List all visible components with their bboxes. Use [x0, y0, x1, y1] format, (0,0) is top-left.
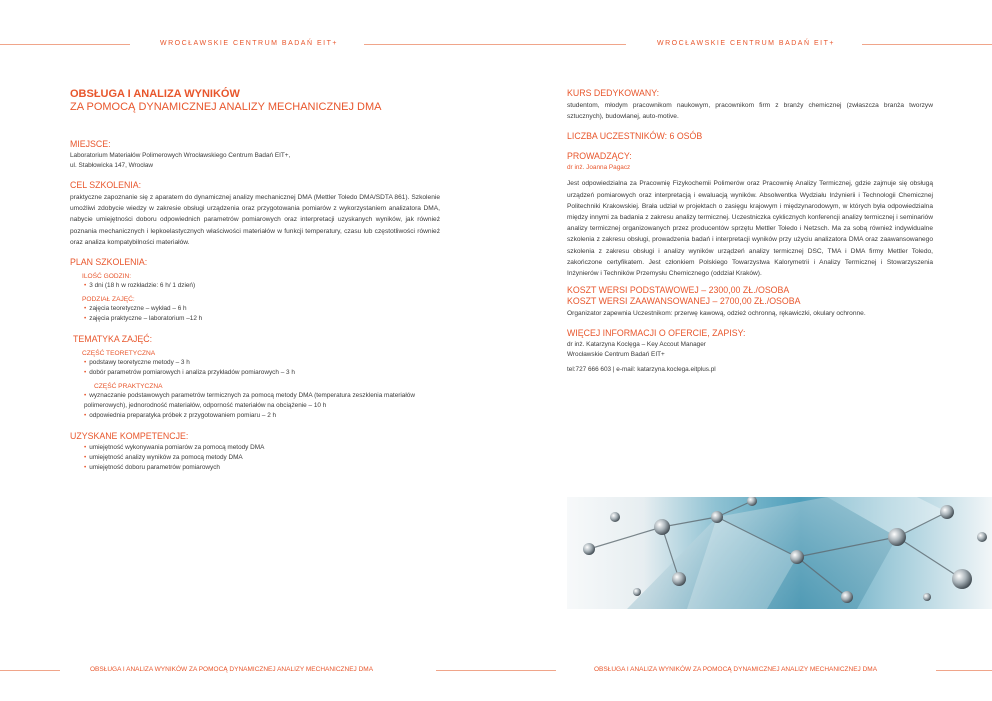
list-item: • zajęcia teoretyczne – wykład – 6 h — [84, 304, 440, 314]
miejsce-line1: Laboratorium Materiałów Polimerowych Wrocławskiego Centrum Badań EIT+, — [70, 152, 291, 159]
practice-list — [70, 391, 440, 422]
plan-split-list — [84, 304, 440, 324]
instructor-name: dr inż. Joanna Pagacz — [567, 164, 631, 172]
footer-text: OBSŁUGA I ANALIZA WYNIKÓW ZA POMOCĄ DYNAMICZNEJ ANALIZY MECHANICZNEJ DMA — [594, 666, 878, 673]
footer-rule-right — [936, 670, 992, 671]
heading-plan: PLAN SZKOLENIA: — [70, 257, 148, 268]
page-title: OBSŁUGA I ANALIZA WYNIKÓW — [70, 88, 240, 100]
instructor-bio: Jest odpowiedzialna za Pracownię Fizykochemii Polimerów oraz Pracownię Analizy Termicznej, gdzie zajmuje się obsługą urządzeń pomiarowych oraz interpretacją i ewaluacją wyników. Absolwentka Wydziału Inżynierii i Technologii Chemicznej Politechniki Krakowskiej. Brała udział w projektach o zasięgu krajowym i międzynarodowym, w których była odpowiedzialna między innymi za badania z zakresu analizy termicznej. Uczestniczka cyklicznych konferencji analizy termicznej i seminariów analizy termicznej organizowanych przez producentów sprzętu Mettler Toledo i Netzsch. Ma za sobą również indywidualne szkolenia z zakresu obsługi, prowadzenia badań i interpretacji wyników przy użyciu analizatora DMA oraz zaawansowanego szkolenia z zakresu obsługi i analizy wyników urządzeń analizy termicznej DSC, TMA i DMA firmy Mettler Toledo, zakończone certyfikatem. Jest członkiem Polskiego Towarzystwa Kalorymetrii i Analizy Termicznej i Stowarzyszenia Inżynierów i Techników Przemysłu Chemicznego (oddział Kraków). — [567, 180, 933, 278]
theory-heading: CZĘŚĆ TEORETYCZNA — [82, 349, 156, 357]
right-content — [567, 88, 933, 375]
footer-rule-left — [496, 670, 556, 671]
footer-rule-right — [436, 670, 496, 671]
footer-text: OBSŁUGA I ANALIZA WYNIKÓW ZA POMOCĄ DYNAMICZNEJ ANALIZY MECHANICZNEJ DMA — [90, 666, 374, 673]
plan-hours-list — [84, 281, 440, 291]
price-basic: KOSZT WERSI PODSTAWOWEJ – 2300,00 ZŁ./OSOBA — [567, 285, 790, 296]
practice-heading: CZĘŚĆ PRAKTYCZNA — [94, 383, 163, 391]
price-note: Organizator zapewnia Uczestnikom: przerwę kawową, odzież ochronną, rękawiczki, okulary ochronne. — [567, 310, 866, 318]
contact-line3: tel:727 666 603 | e-mail: katarzyna.koclega.eitplus.pl — [567, 366, 716, 374]
heading-liczba: LICZBA UCZESTNIKÓW: 6 OSÓB — [567, 131, 703, 142]
list-item: • odpowiednia preparatyka próbek z przygotowaniem pomiaru – 2 h — [84, 411, 440, 421]
list-item: • umiejętność doboru parametrów pomiarowych — [84, 463, 440, 473]
list-item: • zajęcia praktyczne – laboratorium –12 h — [84, 314, 440, 324]
heading-miejsce: MIEJSCE: — [70, 139, 111, 149]
contact-line2: Wrocławskie Centrum Badań EIT+ — [567, 351, 665, 359]
molecular-structure-image — [567, 497, 992, 609]
list-item: • 3 dni (18 h w rozkładzie: 6 h/ 1 dzień) — [84, 281, 440, 291]
plan-split-heading: PODZIAŁ ZAJĘĆ: — [82, 296, 135, 304]
cel-text: praktyczne zapoznanie się z aparatem do dynamicznej analizy mechanicznej DMA (Mettler Toledo DMA/SDTA 861). Szkolenie umożliwi zdobycie wiedzy w zakresie obsługi urządzenia oraz przygotowania pomiarów z wykorzystaniem analizatora DMA, nabycie umiejętności doboru odpowiednich parametrów pomiarowych oraz interpretacji uzyskanych wyników, jak również poznania mechanicznych i lepkoelastycznych właściwości materiałów w funkcji temperatury, czasu lub częstotliwości również oraz analiza kompatybilności materiałów. — [70, 194, 440, 246]
header-rule-left — [496, 44, 626, 45]
heading-info: WIĘCEJ INFORMACJI O OFERCIE, ZAPISY: — [567, 328, 746, 339]
right-page — [496, 0, 992, 701]
list-item: • dobór parametrów pomiarowych i analiza przykładów pomiarowych – 3 h — [84, 368, 440, 378]
heading-kurs: KURS DEDYKOWANY: — [567, 88, 660, 98]
kompetencje-list — [84, 443, 440, 474]
header-rule-right — [862, 44, 992, 45]
heading-tematyka: TEMATYKA ZAJĘĆ: — [73, 333, 153, 344]
theory-list — [84, 358, 440, 378]
footer-rule-left — [0, 670, 60, 671]
heading-cel: CEL SZKOLENIA: — [70, 180, 142, 190]
header-text: WROCŁAWSKIE CENTRUM BADAŃ EIT+ — [657, 40, 835, 47]
plan-hours-heading: ILOŚĆ GODZIN: — [82, 273, 132, 281]
price-advanced: KOSZT WERSI ZAAWANSOWANEJ – 2700,00 ZŁ./OSOBA — [567, 296, 801, 307]
page-subtitle: ZA POMOCĄ DYNAMICZNEJ ANALIZY MECHANICZNEJ DMA — [70, 101, 382, 113]
contact-line1: dr inż. Katarzyna Koclęga – Key Accout Manager — [567, 341, 706, 349]
heading-kompetencje: UZYSKANE KOMPETENCJE: — [70, 430, 189, 441]
header-rule-right — [364, 44, 496, 45]
left-content — [70, 88, 440, 473]
list-item: • umiejętność analizy wyników za pomocą metody DMA — [84, 453, 440, 463]
heading-prowadzacy: PROWADZĄCY: — [567, 151, 632, 162]
list-item: • podstawy teoretyczne metody – 3 h — [84, 358, 440, 368]
list-item: • wyznaczanie podstawowych parametrów termicznych za pomocą metody DMA (temperatura zeszklenia materiałów polimerowych), jednorodność materiałów, odporność materiałów na obciążenie – 10 h — [84, 391, 440, 411]
kurs-text: studentom, młodym pracownikom naukowym, pracownikom firm z branży chemicznej (zwłaszcza branża tworzyw sztucznych), budowlanej, auto-motive. — [567, 102, 933, 121]
list-item: • umiejętność wykonywania pomiarów za pomocą metody DMA — [84, 443, 440, 453]
header-rule-left — [0, 44, 130, 45]
header-text: WROCŁAWSKIE CENTRUM BADAŃ EIT+ — [160, 40, 338, 47]
miejsce-line2: ul. Stabłowicka 147, Wrocław — [70, 162, 153, 169]
